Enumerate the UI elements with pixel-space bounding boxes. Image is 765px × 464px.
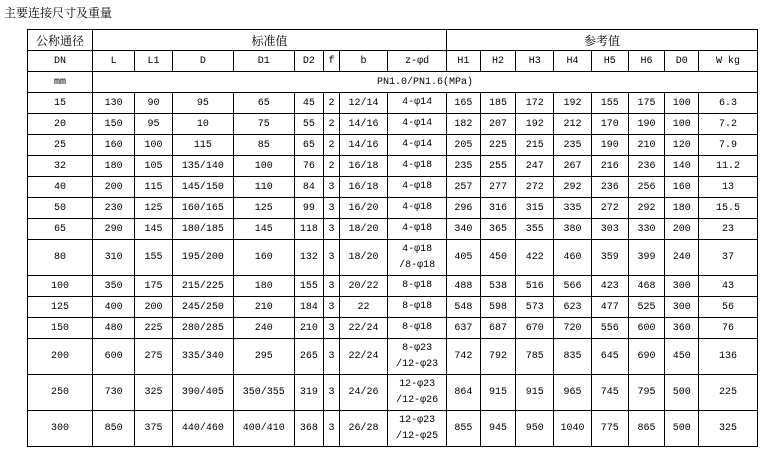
table-cell: 3: [324, 297, 340, 318]
table-cell: 225: [699, 375, 758, 411]
table-cell: 257: [447, 177, 481, 198]
table-cell: 865: [628, 411, 665, 447]
table-row: [28, 198, 758, 219]
table-cell: 355: [516, 219, 554, 240]
cell-line: 12-φ23: [399, 378, 436, 390]
table-cell: 687: [480, 318, 516, 339]
cell-line: /12-φ26: [396, 394, 439, 406]
table-cell: 965: [554, 375, 592, 411]
table-cell: 835: [554, 339, 592, 375]
table-cell: 2: [324, 135, 340, 156]
table-cell: 13: [699, 177, 758, 198]
table-cell: [388, 297, 447, 318]
table-cell: 250: [28, 375, 93, 411]
table-cell: [388, 219, 447, 240]
table-cell: 645: [591, 339, 628, 375]
table-cell: 150: [28, 318, 93, 339]
table-cell: 100: [28, 276, 93, 297]
table-cell: 500: [665, 411, 699, 447]
table-cell: 267: [554, 156, 592, 177]
table-cell: [388, 375, 447, 411]
table-cell: 245/250: [172, 297, 233, 318]
cell-line: /8-φ18: [399, 259, 436, 271]
mm-unit-label: mm: [28, 72, 93, 93]
table-cell: 205: [447, 135, 481, 156]
table-cell: 155: [294, 276, 323, 297]
table-cell: 225: [480, 135, 516, 156]
table-cell: 3: [324, 198, 340, 219]
table-row: [28, 375, 758, 411]
table-cell: 20/22: [339, 276, 387, 297]
table-cell: 145: [233, 219, 294, 240]
dn-header: DN: [28, 51, 93, 72]
table-cell: 3: [324, 375, 340, 411]
table-cell: 400/410: [233, 411, 294, 447]
table-cell: [388, 318, 447, 339]
table-cell: 95: [172, 93, 233, 114]
table-cell: 18/20: [339, 219, 387, 240]
table-cell: 368: [294, 411, 323, 447]
column-header: H3: [516, 51, 554, 72]
table-cell: 556: [591, 318, 628, 339]
table-cell: 775: [591, 411, 628, 447]
column-header: H6: [628, 51, 665, 72]
table-cell: 225: [135, 318, 173, 339]
table-cell: 125: [28, 297, 93, 318]
table-cell: 100: [665, 114, 699, 135]
table-cell: 200: [665, 219, 699, 240]
column-header: H4: [554, 51, 592, 72]
table-cell: 45: [294, 93, 323, 114]
standard-values-header: 标准值: [93, 30, 447, 51]
table-cell: [388, 93, 447, 114]
cell-line: /12-φ25: [396, 430, 439, 442]
table-cell: 160: [665, 177, 699, 198]
table-cell: 11.2: [699, 156, 758, 177]
reference-values-header: 参考值: [447, 30, 758, 51]
table-cell: 12/14: [339, 93, 387, 114]
pressure-rating-label: PN1.0/PN1.6(MPa): [93, 72, 758, 93]
table-cell: 216: [591, 156, 628, 177]
table-cell: 212: [554, 114, 592, 135]
table-cell: 65: [294, 135, 323, 156]
table-cell: 175: [135, 276, 173, 297]
table-cell: 422: [516, 240, 554, 276]
table-cell: 20: [28, 114, 93, 135]
table-cell: 573: [516, 297, 554, 318]
table-cell: 76: [294, 156, 323, 177]
table-cell: 280/285: [172, 318, 233, 339]
table-cell: 315: [516, 198, 554, 219]
table-cell: 145: [135, 219, 173, 240]
table-cell: 3: [324, 318, 340, 339]
cell-line: 4-φ18: [402, 181, 433, 192]
table-cell: 292: [554, 177, 592, 198]
table-cell: 136: [699, 339, 758, 375]
table-cell: 450: [480, 240, 516, 276]
table-cell: 190: [591, 135, 628, 156]
table-cell: 18/20: [339, 240, 387, 276]
table-cell: 598: [480, 297, 516, 318]
table-cell: 292: [628, 198, 665, 219]
table-cell: 75: [233, 114, 294, 135]
table-cell: 637: [447, 318, 481, 339]
cell-line: 8-φ18: [402, 280, 433, 291]
table-cell: 365: [480, 219, 516, 240]
table-cell: 950: [516, 411, 554, 447]
table-row: [28, 135, 758, 156]
cell-line: 4-φ18: [402, 160, 433, 171]
table-cell: 319: [294, 375, 323, 411]
table-row: [28, 276, 758, 297]
column-header: H2: [480, 51, 516, 72]
table-cell: 792: [480, 339, 516, 375]
table-cell: 185: [480, 93, 516, 114]
table-cell: 440/460: [172, 411, 233, 447]
cell-line: /12-φ23: [396, 358, 439, 370]
group-header-row: [28, 30, 758, 51]
cell-line: 4-φ14: [402, 118, 433, 129]
table-cell: [388, 198, 447, 219]
column-header: b: [339, 51, 387, 72]
table-cell: 480: [93, 318, 135, 339]
table-cell: 350: [93, 276, 135, 297]
table-row: [28, 114, 758, 135]
table-cell: 56: [699, 297, 758, 318]
table-row: [28, 177, 758, 198]
table-cell: 132: [294, 240, 323, 276]
table-cell: 207: [480, 114, 516, 135]
table-cell: 160/165: [172, 198, 233, 219]
table-cell: 100: [135, 135, 173, 156]
table-cell: 3: [324, 240, 340, 276]
table-cell: 14/16: [339, 135, 387, 156]
table-cell: 40: [28, 177, 93, 198]
table-cell: 300: [665, 297, 699, 318]
table-cell: 538: [480, 276, 516, 297]
table-cell: 180/185: [172, 219, 233, 240]
table-cell: 390/405: [172, 375, 233, 411]
column-header-row: [28, 51, 758, 72]
table-cell: 84: [294, 177, 323, 198]
table-cell: 3: [324, 219, 340, 240]
table-cell: 500: [665, 375, 699, 411]
table-cell: 310: [93, 240, 135, 276]
table-cell: 2: [324, 93, 340, 114]
table-cell: 316: [480, 198, 516, 219]
table-cell: 110: [233, 177, 294, 198]
table-cell: 359: [591, 240, 628, 276]
table-cell: 200: [28, 339, 93, 375]
table-cell: 855: [447, 411, 481, 447]
table-row: [28, 339, 758, 375]
table-cell: 10: [172, 114, 233, 135]
table-cell: 230: [93, 198, 135, 219]
table-cell: 3: [324, 411, 340, 447]
cell-line: 4-φ18: [402, 243, 433, 255]
table-cell: 240: [233, 318, 294, 339]
table-cell: 325: [699, 411, 758, 447]
column-header: D: [172, 51, 233, 72]
column-header: D2: [294, 51, 323, 72]
table-cell: 915: [480, 375, 516, 411]
table-row: [28, 240, 758, 276]
table-cell: 105: [135, 156, 173, 177]
column-header: L1: [135, 51, 173, 72]
table-cell: 175: [628, 93, 665, 114]
cell-line: 8-φ18: [402, 301, 433, 312]
column-header: H5: [591, 51, 628, 72]
table-cell: 3: [324, 339, 340, 375]
table-cell: 335: [554, 198, 592, 219]
table-cell: [388, 114, 447, 135]
table-cell: 26/28: [339, 411, 387, 447]
table-cell: 3: [324, 276, 340, 297]
table-row: [28, 93, 758, 114]
table-cell: 265: [294, 339, 323, 375]
table-cell: 516: [516, 276, 554, 297]
table-cell: 623: [554, 297, 592, 318]
table-cell: 43: [699, 276, 758, 297]
table-cell: 548: [447, 297, 481, 318]
table-cell: 55: [294, 114, 323, 135]
table-row: [28, 219, 758, 240]
table-cell: 182: [447, 114, 481, 135]
table-cell: 170: [591, 114, 628, 135]
table-cell: 100: [665, 93, 699, 114]
table-cell: 192: [554, 93, 592, 114]
table-cell: 488: [447, 276, 481, 297]
table-cell: 160: [93, 135, 135, 156]
table-row: [28, 297, 758, 318]
table-cell: 375: [135, 411, 173, 447]
table-cell: 15.5: [699, 198, 758, 219]
table-cell: 180: [93, 156, 135, 177]
table-cell: 7.9: [699, 135, 758, 156]
table-cell: [388, 411, 447, 447]
table-cell: 180: [233, 276, 294, 297]
table-cell: 247: [516, 156, 554, 177]
cell-line: 4-φ14: [402, 139, 433, 150]
page-title: 主要连接尺寸及重量: [4, 6, 113, 20]
table-cell: 190: [628, 114, 665, 135]
table-cell: [388, 177, 447, 198]
dimensions-table: [27, 29, 758, 447]
table-cell: 210: [294, 318, 323, 339]
table-row: [28, 156, 758, 177]
table-cell: 300: [665, 276, 699, 297]
table-cell: 115: [172, 135, 233, 156]
table-cell: 525: [628, 297, 665, 318]
table-cell: 23: [699, 219, 758, 240]
table-row: [28, 411, 758, 447]
table-cell: 215/225: [172, 276, 233, 297]
table-cell: 945: [480, 411, 516, 447]
table-cell: 65: [233, 93, 294, 114]
table-cell: 32: [28, 156, 93, 177]
table-cell: 400: [93, 297, 135, 318]
column-header: W kg: [699, 51, 758, 72]
table-cell: 37: [699, 240, 758, 276]
table-cell: [388, 135, 447, 156]
table-cell: 120: [665, 135, 699, 156]
table-cell: 150: [93, 114, 135, 135]
table-cell: 864: [447, 375, 481, 411]
table-cell: 145/150: [172, 177, 233, 198]
table-cell: 100: [233, 156, 294, 177]
table-cell: 450: [665, 339, 699, 375]
table-cell: 155: [135, 240, 173, 276]
cell-line: 4-φ14: [402, 97, 433, 108]
table-cell: 115: [135, 177, 173, 198]
table-cell: 235: [554, 135, 592, 156]
table-cell: 240: [665, 240, 699, 276]
table-cell: 468: [628, 276, 665, 297]
table-cell: 235: [447, 156, 481, 177]
column-header: z-φd: [388, 51, 447, 72]
table-cell: 118: [294, 219, 323, 240]
table-cell: 477: [591, 297, 628, 318]
cell-line: 12-φ23: [399, 414, 436, 426]
table-cell: 1040: [554, 411, 592, 447]
table-cell: 7.2: [699, 114, 758, 135]
column-header: D0: [665, 51, 699, 72]
table-cell: 295: [233, 339, 294, 375]
table-cell: 915: [516, 375, 554, 411]
table-cell: 125: [233, 198, 294, 219]
table-cell: 200: [135, 297, 173, 318]
table-cell: 785: [516, 339, 554, 375]
table-cell: 423: [591, 276, 628, 297]
table-cell: 22: [339, 297, 387, 318]
cell-line: 8-φ18: [402, 322, 433, 333]
table-cell: 300: [28, 411, 93, 447]
table-row: [28, 318, 758, 339]
table-cell: 160: [233, 240, 294, 276]
table-cell: 24/26: [339, 375, 387, 411]
table-cell: 745: [591, 375, 628, 411]
table-cell: [388, 240, 447, 276]
table-cell: 16/20: [339, 198, 387, 219]
table-cell: 690: [628, 339, 665, 375]
table-cell: 6.3: [699, 93, 758, 114]
table-cell: 566: [554, 276, 592, 297]
table-cell: 399: [628, 240, 665, 276]
table-cell: 155: [591, 93, 628, 114]
column-header: L: [93, 51, 135, 72]
table-cell: [388, 156, 447, 177]
table-cell: 255: [480, 156, 516, 177]
table-cell: 325: [135, 375, 173, 411]
table-cell: 2: [324, 114, 340, 135]
table-cell: 184: [294, 297, 323, 318]
table-cell: 277: [480, 177, 516, 198]
table-cell: 670: [516, 318, 554, 339]
table-cell: 290: [93, 219, 135, 240]
table-cell: 330: [628, 219, 665, 240]
column-header: f: [324, 51, 340, 72]
table-cell: [388, 339, 447, 375]
cell-line: 8-φ23: [402, 342, 433, 354]
pressure-row: [28, 72, 758, 93]
table-cell: 600: [93, 339, 135, 375]
table-cell: 730: [93, 375, 135, 411]
table-cell: 272: [516, 177, 554, 198]
table-cell: 76: [699, 318, 758, 339]
table-cell: 360: [665, 318, 699, 339]
table-cell: 340: [447, 219, 481, 240]
table-cell: 236: [591, 177, 628, 198]
column-header: D1: [233, 51, 294, 72]
table-cell: 165: [447, 93, 481, 114]
nominal-diameter-header: 公称通径: [28, 30, 93, 51]
table-cell: 130: [93, 93, 135, 114]
table-cell: 303: [591, 219, 628, 240]
table-cell: 600: [628, 318, 665, 339]
table-cell: 795: [628, 375, 665, 411]
table-cell: 90: [135, 93, 173, 114]
table-cell: 50: [28, 198, 93, 219]
table-cell: 16/18: [339, 156, 387, 177]
table-cell: 460: [554, 240, 592, 276]
table-cell: 172: [516, 93, 554, 114]
table-cell: 192: [516, 114, 554, 135]
table-cell: 180: [665, 198, 699, 219]
table-cell: 15: [28, 93, 93, 114]
table-cell: 215: [516, 135, 554, 156]
column-header: H1: [447, 51, 481, 72]
table-cell: 350/355: [233, 375, 294, 411]
cell-line: 4-φ18: [402, 202, 433, 213]
table-cell: 195/200: [172, 240, 233, 276]
table-cell: 335/340: [172, 339, 233, 375]
table-cell: 272: [591, 198, 628, 219]
table-cell: 14/16: [339, 114, 387, 135]
table-cell: 275: [135, 339, 173, 375]
cell-line: 4-φ18: [402, 223, 433, 234]
table-cell: 210: [233, 297, 294, 318]
table-cell: 3: [324, 177, 340, 198]
table-cell: 380: [554, 219, 592, 240]
table-cell: 95: [135, 114, 173, 135]
table-cell: 65: [28, 219, 93, 240]
table-cell: 25: [28, 135, 93, 156]
table-cell: 22/24: [339, 318, 387, 339]
table-cell: 2: [324, 156, 340, 177]
table-cell: 742: [447, 339, 481, 375]
table-cell: 200: [93, 177, 135, 198]
table-cell: 720: [554, 318, 592, 339]
table-cell: 210: [628, 135, 665, 156]
table-cell: 85: [233, 135, 294, 156]
table-cell: 296: [447, 198, 481, 219]
table-cell: 256: [628, 177, 665, 198]
table-cell: 22/24: [339, 339, 387, 375]
table-cell: 140: [665, 156, 699, 177]
table-cell: [388, 276, 447, 297]
table-cell: 80: [28, 240, 93, 276]
table-cell: 125: [135, 198, 173, 219]
table-cell: 99: [294, 198, 323, 219]
table-cell: 135/140: [172, 156, 233, 177]
table-cell: 850: [93, 411, 135, 447]
table-cell: 405: [447, 240, 481, 276]
table-cell: 16/18: [339, 177, 387, 198]
table-cell: 236: [628, 156, 665, 177]
